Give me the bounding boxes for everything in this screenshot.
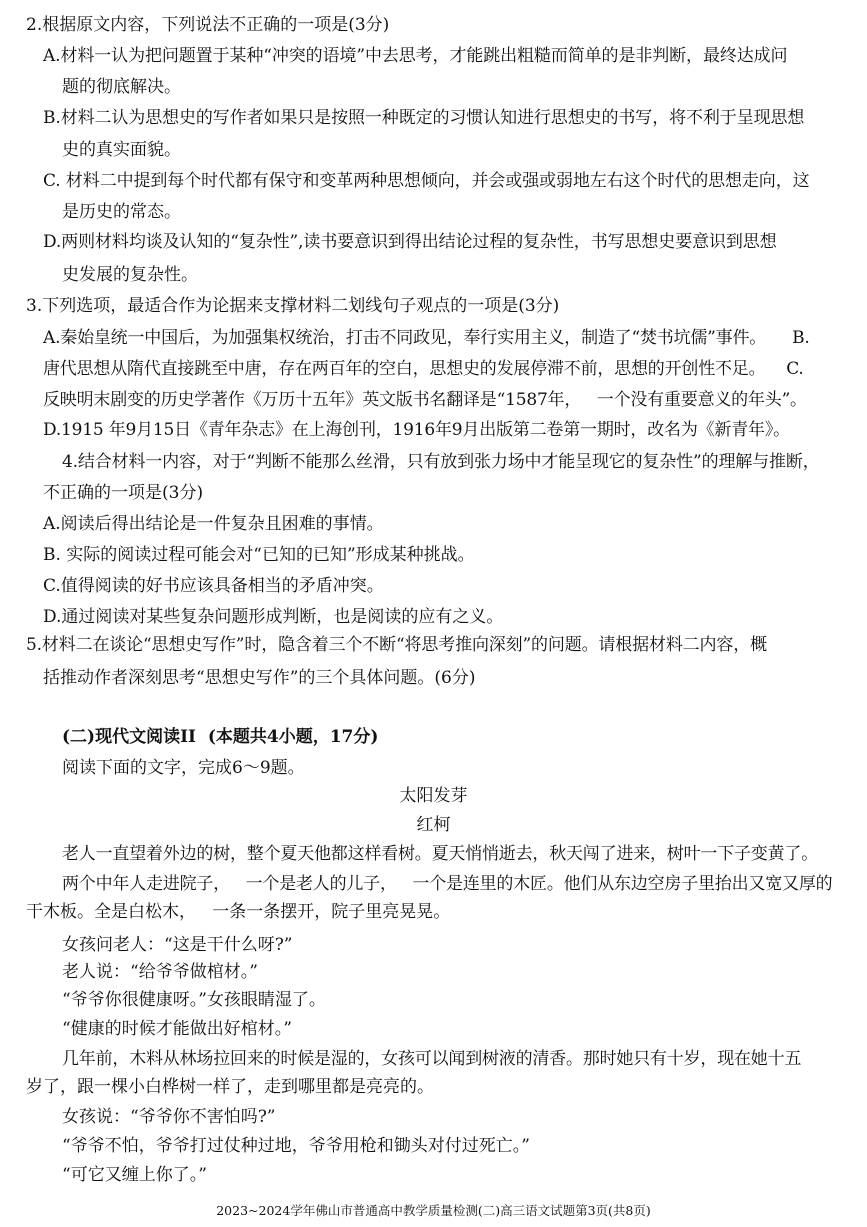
section-heading: (二)现代文阅读II (本题共4小题，17分) [62, 727, 379, 747]
page-footer: 2023~2024学年佛山市普通高中教学质量检测(二)高三语文试题第3页(共8页) [216, 1203, 651, 1218]
story-dialogue-2: 老人说：“给爷爷做棺材。” [62, 962, 258, 982]
q2-option-c-line1: C. 材料二中提到每个时代都有保守和变革两种思想倾向，并会或强或弱地左右这个时代的思想走向，这 [43, 171, 810, 191]
story-dialogue-1: 女孩问老人：“这是干什么呀?” [62, 935, 293, 955]
story-dialogue-5: 女孩说：“爷爷你不害怕吗?” [62, 1107, 276, 1127]
q4-option-c: C.值得阅读的好书应该具备相当的矛盾冲突。 [43, 576, 384, 596]
story-paragraph-3-line2: 岁了，跟一棵小白桦树一样了，走到哪里都是亮亮的。 [26, 1077, 434, 1097]
q2-option-a-line1: A.材料一认为把问题置于某种“冲突的语境”中去思考，才能跳出粗糙而简单的是非判断，最终达成问 [43, 46, 788, 66]
story-dialogue-6: “爷爷不怕，爷爷打过仗种过地，爷爷用枪和锄头对付过死亡。” [62, 1136, 530, 1156]
q2-option-c-line2: 是历史的常态。 [62, 202, 181, 222]
q3-option-c: 反映明末剧变的历史学著作《万历十五年》英文版书名翻译是“1587年， 一个没有重要意义的年头”。 [43, 390, 807, 410]
question-3-stem: 3.下列选项，最适合作为论据来支撑材料二划线句子观点的一项是(3分) [26, 296, 560, 316]
q2-option-b-line2: 史的真实面貌。 [62, 140, 181, 160]
q4-option-b: B. 实际的阅读过程可能会对“已知的已知”形成某种挑战。 [43, 545, 475, 565]
q2-option-b-line1: B.材料二认为思想史的写作者如果只是按照一种既定的习惯认知进行思想史的书写，将不利于呈现思想 [43, 108, 805, 128]
story-paragraph-3-line1: 几年前，木料从林场拉回来的时候是湿的，女孩可以闻到树液的清香。那时她只有十岁，现在她十五 [62, 1049, 802, 1069]
question-5-stem-line2: 括推动作者深刻思考“思想史写作”的三个具体问题。(6分) [43, 668, 476, 688]
story-paragraph-2-line1: 两个中年人走进院子， 一个是老人的儿子， 一个是连里的木匠。他们从东边空房子里抬出又宽又厚的 [62, 874, 833, 894]
q4-option-a: A.阅读后得出结论是一件复杂且困难的事情。 [43, 514, 384, 534]
story-title: 太阳发芽 [399, 786, 468, 806]
story-paragraph-2-line2: 干木板。全是白松木， 一条一条摆开，院子里亮晃晃。 [26, 902, 451, 922]
story-paragraph-1: 老人一直望着外边的树，整个夏天他都这样看树。夏天悄悄逝去，秋天闯了进来，树叶一下子变黄了。 [62, 844, 818, 864]
story-dialogue-3: “爷爷你很健康呀。”女孩眼睛湿了。 [62, 990, 326, 1010]
question-5-stem-line1: 5.材料二在谈论“思想史写作”时，隐含着三个不断“将思考推向深刻”的问题。请根据材料二内容，概 [26, 635, 767, 655]
story-author: 红柯 [416, 815, 451, 835]
q3-option-a: A.秦始皇统一中国后，为加强集权统治，打击不同政见，奉行实用主义，制造了“焚书坑儒”事件。 B. [43, 328, 810, 348]
q2-option-a-line2: 题的彻底解决。 [62, 77, 181, 97]
question-4-stem-line2: 不正确的一项是(3分) [43, 483, 204, 503]
q3-option-d: D.1915 年9月15日《青年杂志》在上海创刊，1916年9月出版第二卷第一期时，改名为《新青年》。 [43, 420, 790, 440]
q3-option-b: 唐代思想从隋代直接跳至中唐，存在两百年的空白，思想史的发展停滞不前，思想的开创性不足。 C. [43, 359, 804, 379]
story-dialogue-4: “健康的时候才能做出好棺材。” [62, 1019, 292, 1039]
q4-option-d: D.通过阅读对某些复杂问题形成判断，也是阅读的应有之义。 [43, 607, 504, 627]
q2-option-d-line1: D.两则材料均谈及认知的“复杂性”,读书要意识到得出结论过程的复杂性，书写思想史要意识到思想 [43, 232, 777, 252]
q2-option-d-line2: 史发展的复杂性。 [62, 265, 198, 285]
question-2-stem: 2.根据原文内容，下列说法不正确的一项是(3分) [26, 15, 390, 35]
reading-instruction: 阅读下面的文字，完成6～9题。 [62, 758, 305, 778]
story-dialogue-7: “可它又缠上你了。” [62, 1165, 207, 1185]
question-4-stem-line1: 4.结合材料一内容，对于“判断不能那么丝滑，只有放到张力场中才能呈现它的复杂性”的理解与推断， [62, 452, 820, 472]
